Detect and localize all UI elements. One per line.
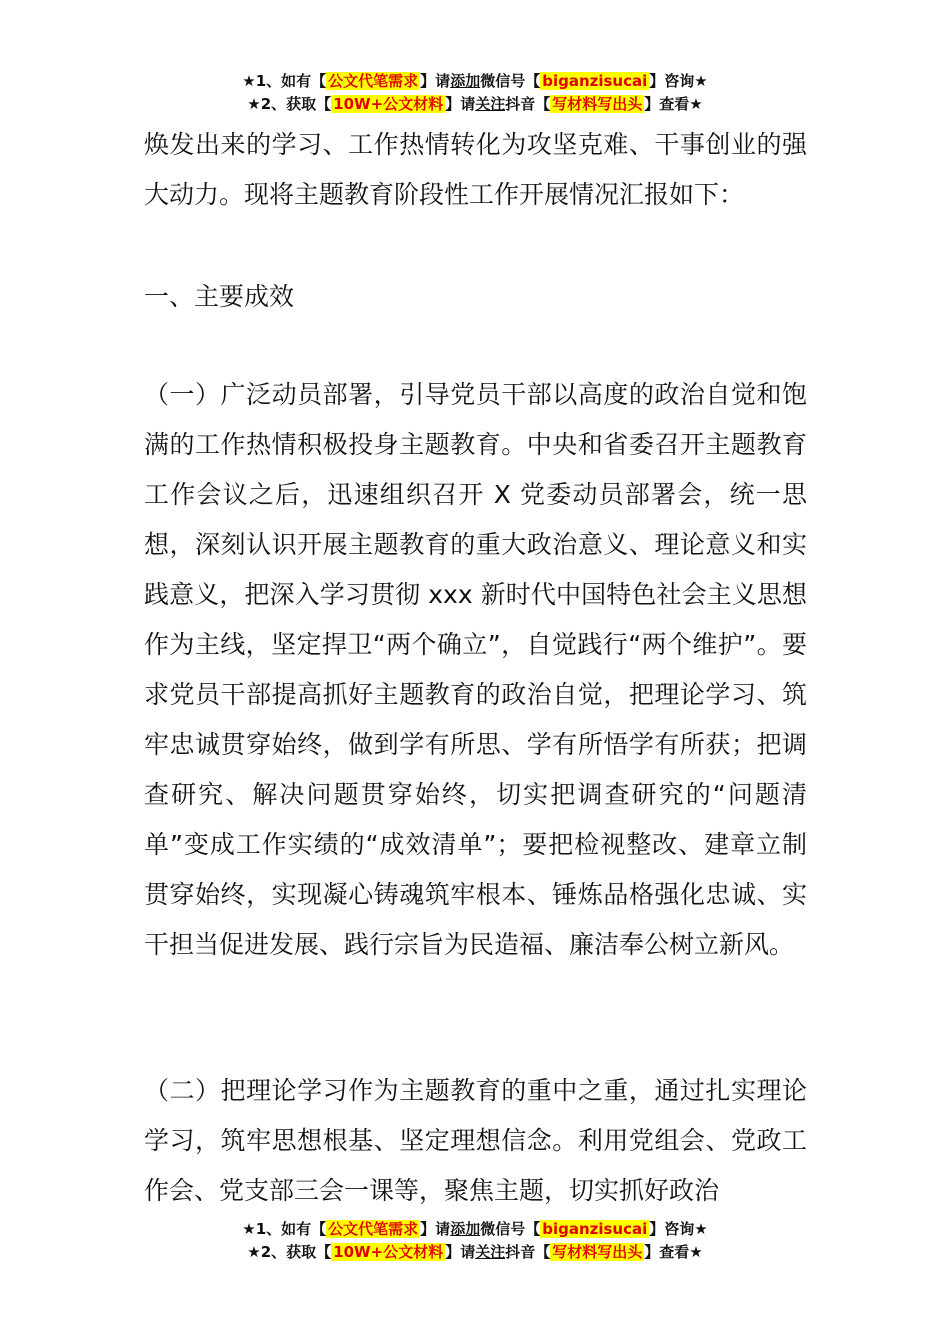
paragraph-1: （一）广泛动员部署，引导党员干部以高度的政治自觉和饱满的工作热情积极投身主题教育。中央和省委召开主题教育工作会议之后，迅速组织召开 X 党委动员部署会，统一思想，深刻认识开展主题教育的重大政治意义、理论意义和实践意义，把深入学习贯彻 xxx 新时代中国特色社会主义思想作为主线，坚定捍卫“两个确立”，自觉践行“两个维护”。要求党员干部提高抓好主题教育的政治自觉，把理论学习、筑牢忠诚贯穿始终，做到学有所思、学有所悟学有所获；把调查研究、解决问题贯穿始终，切实把调查研究的“问题清单”变成工作实绩的“成效清单”；要把检视整改、建章立制贯穿始终，实现凝心铸魂筑牢根本、锤炼品格强化忠诚、实干担当促进发展、践行宗旨为民造福、廉洁奉公树立新风。 — [144, 380, 807, 959]
banner-text: 】咨询★ — [649, 1220, 708, 1238]
banner-highlight: 10W+公文材料 — [333, 95, 444, 113]
banner-text: 抖音【 — [505, 95, 551, 113]
intro-paragraph-tail: 焕发出来的学习、工作热情转化为攻坚克难、干事创业的强大动力。现将主题教育阶段性工作开展情况汇报如下： — [144, 130, 807, 209]
banner-text: 】请 — [445, 1243, 476, 1261]
banner-text: 】查看★ — [644, 1243, 703, 1261]
banner-highlight: 公文代笔需求 — [328, 72, 419, 90]
banner-line-2 — [0, 1241, 950, 1264]
banner-highlight: 写材料写出头 — [552, 95, 643, 113]
banner-underlined: 添加 — [450, 72, 481, 90]
banner-line-1 — [0, 1218, 950, 1241]
banner-underlined: 关注 — [475, 95, 506, 113]
banner-line-2 — [0, 93, 950, 116]
banner-text: ★1、如有【 — [242, 72, 327, 90]
banner-text: ★1、如有【 — [242, 1220, 327, 1238]
header-banner — [0, 70, 950, 116]
banner-text: 】请 — [445, 95, 476, 113]
banner-text: 】请 — [420, 1220, 451, 1238]
banner-text: 】查看★ — [644, 95, 703, 113]
paragraph-2: （二）把理论学习作为主题教育的重中之重，通过扎实理论学习，筑牢思想根基、坚定理想信念。利用党组会、党政工作会、党支部三会一课等，聚焦主题，切实抓好政治 — [144, 1076, 807, 1205]
footer-banner — [0, 1218, 950, 1264]
banner-text: ★2、获取【 — [247, 1243, 332, 1261]
banner-underlined: 添加 — [450, 1220, 481, 1238]
banner-line-1 — [0, 70, 950, 93]
banner-text: 微信号【 — [480, 72, 541, 90]
banner-text: 抖音【 — [505, 1243, 551, 1261]
banner-text: 】咨询★ — [649, 72, 708, 90]
banner-highlight: 公文代笔需求 — [328, 1220, 419, 1238]
banner-underlined: 关注 — [475, 1243, 506, 1261]
banner-highlight: 写材料写出头 — [552, 1243, 643, 1261]
banner-text: 微信号【 — [480, 1220, 541, 1238]
banner-text: ★2、获取【 — [247, 95, 332, 113]
section-heading: 一、主要成效 — [144, 282, 295, 311]
banner-highlight: biganzisucai — [542, 1220, 648, 1238]
banner-text: 】请 — [420, 72, 451, 90]
banner-highlight: 10W+公文材料 — [333, 1243, 444, 1261]
banner-highlight: biganzisucai — [542, 72, 648, 90]
